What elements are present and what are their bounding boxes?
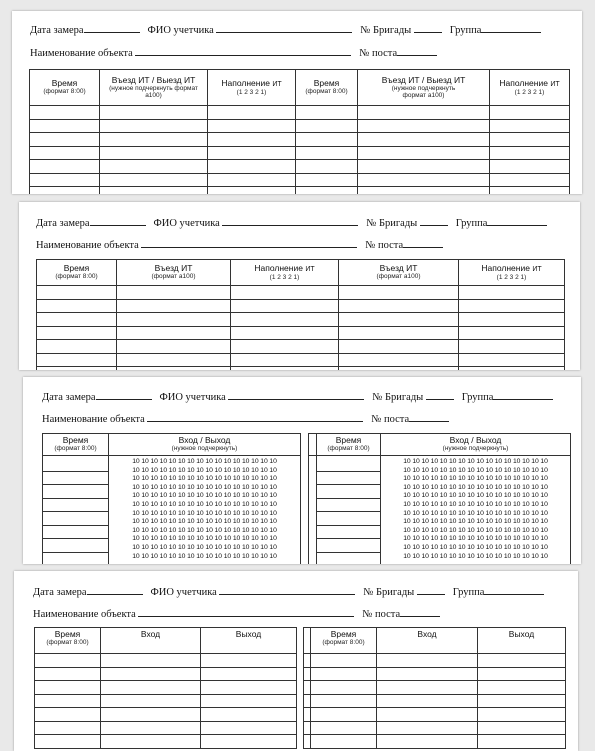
table-row xyxy=(37,313,565,327)
brigade-field[interactable] xyxy=(420,216,448,226)
table-cell[interactable] xyxy=(208,146,296,160)
table-cell[interactable] xyxy=(296,146,358,160)
table-cell[interactable] xyxy=(101,735,201,749)
date-field[interactable] xyxy=(96,390,152,400)
group-label: Группа xyxy=(455,218,488,229)
table-cell[interactable] xyxy=(30,119,100,133)
time-slot[interactable] xyxy=(43,526,108,540)
table-cell[interactable] xyxy=(201,667,297,681)
post-field[interactable] xyxy=(403,238,443,248)
table-cell[interactable] xyxy=(490,106,570,120)
table-cell[interactable] xyxy=(311,667,377,681)
digit-row: 10 10 10 10 10 10 10 10 10 10 10 10 10 10 10 10 xyxy=(403,500,548,508)
table-cell[interactable] xyxy=(377,654,478,668)
time-cells[interactable] xyxy=(43,456,109,565)
table-cell[interactable] xyxy=(377,667,478,681)
table-cell[interactable] xyxy=(339,286,459,300)
table-cell[interactable] xyxy=(459,326,565,340)
post-label: № поста xyxy=(359,48,398,59)
digit-row: 10 10 10 10 10 10 10 10 10 10 10 10 10 10 10 10 xyxy=(403,483,548,491)
digit-row: 10 10 10 10 10 10 10 10 10 10 10 10 10 10 10 10 xyxy=(132,509,277,517)
time-slot[interactable] xyxy=(43,539,108,553)
header-row-1 xyxy=(33,585,544,598)
digit-row: 10 10 10 10 10 10 10 10 10 10 10 10 10 10 10 10 xyxy=(403,475,548,483)
table-cell[interactable] xyxy=(117,367,231,371)
table-cell[interactable] xyxy=(459,367,565,371)
table-cell[interactable] xyxy=(30,187,100,195)
time-slot[interactable] xyxy=(43,512,108,526)
table-cell[interactable] xyxy=(201,735,297,749)
brigade-field[interactable] xyxy=(417,585,445,595)
col-in-header-2: Вход xyxy=(377,628,478,654)
time-cells-2[interactable] xyxy=(317,456,381,565)
table-cell[interactable] xyxy=(490,119,570,133)
digit-row: 10 10 10 10 10 10 10 10 10 10 10 10 10 10 10 10 xyxy=(403,526,548,534)
form-sheet-1 xyxy=(12,11,582,194)
group-field[interactable] xyxy=(481,23,541,33)
digit-row: 10 10 10 10 10 10 10 10 10 10 10 10 10 10 10 10 xyxy=(132,526,277,534)
table-cell[interactable] xyxy=(459,286,565,300)
table-cell[interactable] xyxy=(377,721,478,735)
date-label: Дата замера xyxy=(33,587,87,598)
table-cell[interactable] xyxy=(35,735,101,749)
table-cell[interactable] xyxy=(201,721,297,735)
time-slot[interactable] xyxy=(43,485,108,499)
table-cell[interactable] xyxy=(339,340,459,354)
table-cell[interactable] xyxy=(117,313,231,327)
time-slot[interactable] xyxy=(317,553,380,565)
table-cell[interactable] xyxy=(35,681,101,695)
name-label: ФИО учетчика xyxy=(147,25,214,36)
table-cell[interactable] xyxy=(311,681,377,695)
column-gap-cell xyxy=(304,667,311,681)
brigade-label: № Бригады xyxy=(372,392,424,403)
digit-row: 10 10 10 10 10 10 10 10 10 10 10 10 10 10 10 10 xyxy=(403,466,548,474)
table-row xyxy=(30,106,570,120)
col-time-header-2: Время (формат 8:00) xyxy=(296,70,358,106)
table-cell[interactable] xyxy=(231,313,339,327)
table-cell[interactable] xyxy=(358,133,490,147)
table-cell[interactable] xyxy=(478,721,566,735)
table-cell[interactable] xyxy=(296,160,358,174)
table-cell[interactable] xyxy=(100,146,208,160)
header-row-1 xyxy=(36,216,547,229)
table-row xyxy=(35,735,566,749)
table-cell[interactable] xyxy=(35,721,101,735)
object-field[interactable] xyxy=(147,412,363,422)
post-label: № поста xyxy=(362,609,401,620)
date-field[interactable] xyxy=(90,216,146,226)
column-gap xyxy=(297,735,304,749)
table-cell[interactable] xyxy=(490,173,570,187)
table-cell[interactable] xyxy=(339,299,459,313)
col-entry-exit-header: Въезд ИТ / Выезд ИТ (нужное подчеркнуть формат а100) xyxy=(100,70,208,106)
column-gap-cell xyxy=(304,681,311,695)
table-cell[interactable] xyxy=(490,187,570,195)
table-cell[interactable] xyxy=(201,681,297,695)
object-field[interactable] xyxy=(141,238,357,248)
col-time-header-2: Время (формат 8:00) xyxy=(311,628,377,654)
table-cell[interactable] xyxy=(478,681,566,695)
header-row-2 xyxy=(30,46,437,59)
table-cell[interactable] xyxy=(311,735,377,749)
column-gap xyxy=(297,667,304,681)
table-row xyxy=(35,681,566,695)
table-cell[interactable] xyxy=(459,353,565,367)
table-row xyxy=(35,667,566,681)
log-table-3 xyxy=(42,433,571,564)
col-entry-header: Въезд ИТ (формат а100) xyxy=(117,260,231,286)
table-cell[interactable] xyxy=(100,133,208,147)
col-fill-header: Наполнение ИТ (1 2 3 2 1) xyxy=(231,260,339,286)
table-cell[interactable] xyxy=(478,667,566,681)
name-field[interactable] xyxy=(228,390,364,400)
table-cell[interactable] xyxy=(296,119,358,133)
column-gap-cell xyxy=(304,628,311,654)
table-cell[interactable] xyxy=(296,187,358,195)
table-cell[interactable] xyxy=(201,708,297,722)
table-row xyxy=(37,353,565,367)
table-cell[interactable] xyxy=(37,313,117,327)
time-slot[interactable] xyxy=(317,512,380,526)
table-cell[interactable] xyxy=(30,160,100,174)
col-out-header-2: Выход xyxy=(478,628,566,654)
brigade-field[interactable] xyxy=(414,23,442,33)
digit-row: 10 10 10 10 10 10 10 10 10 10 10 10 10 10 10 10 xyxy=(403,543,548,551)
col-time-header-2: Время (формат 8:00) xyxy=(317,434,381,456)
log-table-1 xyxy=(29,69,570,194)
table-cell[interactable] xyxy=(100,160,208,174)
table-cell[interactable] xyxy=(117,340,231,354)
table-row xyxy=(30,119,570,133)
header-row-2 xyxy=(36,238,443,251)
table-cell[interactable] xyxy=(30,106,100,120)
column-gap-cell xyxy=(304,721,311,735)
col-in-header: Вход xyxy=(101,628,201,654)
date-label: Дата замера xyxy=(30,25,84,36)
digit-row: 10 10 10 10 10 10 10 10 10 10 10 10 10 10 10 10 xyxy=(403,509,548,517)
group-field[interactable] xyxy=(484,585,544,595)
table-cell[interactable] xyxy=(201,654,297,668)
table-cell[interactable] xyxy=(311,721,377,735)
column-gap xyxy=(297,694,304,708)
form-sheet-4 xyxy=(14,571,578,751)
group-label: Группа xyxy=(452,587,485,598)
post-label: № поста xyxy=(365,240,404,251)
table-cell[interactable] xyxy=(478,694,566,708)
header-row-2 xyxy=(42,412,449,425)
date-label: Дата замера xyxy=(42,392,96,403)
table-cell[interactable] xyxy=(37,340,117,354)
table-cell[interactable] xyxy=(311,708,377,722)
col-fill-header-2: Наполнение ИТ (1 2 3 2 1) xyxy=(459,260,565,286)
table-cell[interactable] xyxy=(231,353,339,367)
log-table-2 xyxy=(36,259,565,370)
table-cell[interactable] xyxy=(208,119,296,133)
object-label: Наименование объекта xyxy=(36,240,139,251)
col-fill-header: Наполнение ИТ (1 2 3 2 1) xyxy=(208,70,296,106)
table-cell[interactable] xyxy=(478,708,566,722)
table-cell[interactable] xyxy=(117,326,231,340)
column-gap xyxy=(301,434,309,456)
table-row xyxy=(35,721,566,735)
table-cell[interactable] xyxy=(231,299,339,313)
table-row xyxy=(30,173,570,187)
table-cell[interactable] xyxy=(358,119,490,133)
time-slot[interactable] xyxy=(43,458,108,472)
col-entry-exit-header-2: Въезд ИТ / Выезд ИТ (нужное подчеркнуть формат а100) xyxy=(358,70,490,106)
table-row xyxy=(35,654,566,668)
column-gap xyxy=(297,628,304,654)
table-cell[interactable] xyxy=(311,694,377,708)
name-field[interactable] xyxy=(219,585,355,595)
header-row-1 xyxy=(42,390,553,403)
table-row xyxy=(37,340,565,354)
digit-row: 10 10 10 10 10 10 10 10 10 10 10 10 10 10 10 10 xyxy=(132,492,277,500)
time-slot[interactable] xyxy=(317,472,380,486)
digit-row: 10 10 10 10 10 10 10 10 10 10 10 10 10 10 10 10 xyxy=(132,535,277,543)
table-row xyxy=(30,187,570,195)
table-cell[interactable] xyxy=(296,173,358,187)
inout-digits-cell[interactable] xyxy=(109,456,301,565)
table-cell[interactable] xyxy=(208,106,296,120)
table-cell[interactable] xyxy=(459,313,565,327)
table-cell[interactable] xyxy=(100,187,208,195)
time-slot[interactable] xyxy=(317,526,380,540)
col-time-header: Время (формат 8:00) xyxy=(37,260,117,286)
brigade-label: № Бригады xyxy=(360,25,412,36)
table-cell[interactable] xyxy=(208,160,296,174)
table-cell[interactable] xyxy=(377,735,478,749)
table-cell[interactable] xyxy=(117,286,231,300)
table-cell[interactable] xyxy=(339,353,459,367)
table-row xyxy=(30,146,570,160)
brigade-field[interactable] xyxy=(426,390,454,400)
table-cell[interactable] xyxy=(478,735,566,749)
col-entry-header-2: Въезд ИТ (формат а100) xyxy=(339,260,459,286)
table-cell[interactable] xyxy=(101,694,201,708)
table-cell[interactable] xyxy=(358,160,490,174)
inout-digits-cell-2[interactable] xyxy=(381,456,571,565)
table-cell[interactable] xyxy=(296,133,358,147)
table-cell[interactable] xyxy=(478,654,566,668)
table-cell[interactable] xyxy=(339,367,459,371)
column-gap xyxy=(297,681,304,695)
table-cell[interactable] xyxy=(35,654,101,668)
table-cell[interactable] xyxy=(101,667,201,681)
digit-row: 10 10 10 10 10 10 10 10 10 10 10 10 10 10 10 10 xyxy=(403,518,548,526)
table-row xyxy=(37,326,565,340)
table-cell[interactable] xyxy=(231,340,339,354)
table-cell[interactable] xyxy=(37,367,117,371)
date-field[interactable] xyxy=(87,585,143,595)
name-label: ФИО учетчика xyxy=(159,392,226,403)
column-gap-cell xyxy=(304,708,311,722)
time-slot[interactable] xyxy=(317,499,380,513)
table-cell[interactable] xyxy=(101,681,201,695)
digit-row: 10 10 10 10 10 10 10 10 10 10 10 10 10 10 10 10 xyxy=(132,543,277,551)
table-cell[interactable] xyxy=(358,173,490,187)
table-cell[interactable] xyxy=(231,286,339,300)
object-field[interactable] xyxy=(135,46,351,56)
table-cell[interactable] xyxy=(358,187,490,195)
table-cell[interactable] xyxy=(101,721,201,735)
digit-row: 10 10 10 10 10 10 10 10 10 10 10 10 10 10 10 10 xyxy=(132,518,277,526)
col-time-header: Время (формат 8:00) xyxy=(35,628,101,654)
digit-row: 10 10 10 10 10 10 10 10 10 10 10 10 10 10 10 10 xyxy=(132,466,277,474)
time-slot[interactable] xyxy=(43,553,108,565)
object-field[interactable] xyxy=(138,607,354,617)
brigade-label: № Бригады xyxy=(363,587,415,598)
table-row xyxy=(37,286,565,300)
header-row-2 xyxy=(33,607,440,620)
table-cell[interactable] xyxy=(100,119,208,133)
table-row xyxy=(30,133,570,147)
table-cell[interactable] xyxy=(296,106,358,120)
table-cell[interactable] xyxy=(30,146,100,160)
name-label: ФИО учетчика xyxy=(150,587,217,598)
table-cell[interactable] xyxy=(101,654,201,668)
table-cell[interactable] xyxy=(490,133,570,147)
column-gap xyxy=(297,654,304,668)
table-row xyxy=(35,694,566,708)
form-sheet-3 xyxy=(23,377,581,564)
post-field[interactable] xyxy=(400,607,440,617)
table-cell[interactable] xyxy=(377,681,478,695)
table-cell[interactable] xyxy=(339,313,459,327)
log-table-4 xyxy=(34,627,566,749)
column-gap-cell xyxy=(309,456,317,565)
form-sheet-2 xyxy=(19,202,580,370)
column-gap-cell xyxy=(304,735,311,749)
table-cell[interactable] xyxy=(459,340,565,354)
col-inout-header-2: Вход / Выход (нужное подчеркнуть) xyxy=(381,434,571,456)
col-time-header: Время (формат 8:00) xyxy=(43,434,109,456)
column-gap-cell xyxy=(309,434,317,456)
table-cell[interactable] xyxy=(35,667,101,681)
digit-row: 10 10 10 10 10 10 10 10 10 10 10 10 10 10 10 10 xyxy=(403,458,548,465)
table-cell[interactable] xyxy=(37,299,117,313)
column-gap-cell xyxy=(304,694,311,708)
date-label: Дата замера xyxy=(36,218,90,229)
post-field[interactable] xyxy=(409,412,449,422)
table-cell[interactable] xyxy=(208,133,296,147)
table-cell[interactable] xyxy=(100,173,208,187)
table-row xyxy=(37,367,565,371)
table-cell[interactable] xyxy=(311,654,377,668)
date-field[interactable] xyxy=(84,23,140,33)
object-label: Наименование объекта xyxy=(30,48,133,59)
table-cell[interactable] xyxy=(377,694,478,708)
time-slot[interactable] xyxy=(317,458,380,472)
time-slot[interactable] xyxy=(317,485,380,499)
table-cell[interactable] xyxy=(35,694,101,708)
group-field[interactable] xyxy=(493,390,553,400)
col-inout-header: Вход / Выход (нужное подчеркнуть) xyxy=(109,434,301,456)
table-cell[interactable] xyxy=(37,326,117,340)
digit-row: 10 10 10 10 10 10 10 10 10 10 10 10 10 10 10 10 xyxy=(132,500,277,508)
header-row-1 xyxy=(30,23,541,36)
column-gap-cell xyxy=(304,654,311,668)
table-cell[interactable] xyxy=(358,106,490,120)
group-label: Группа xyxy=(449,25,482,36)
table-row xyxy=(37,299,565,313)
col-time-header: Время (формат 8:00) xyxy=(30,70,100,106)
table-cell[interactable] xyxy=(101,708,201,722)
col-out-header: Выход xyxy=(201,628,297,654)
table-cell[interactable] xyxy=(231,326,339,340)
digit-row: 10 10 10 10 10 10 10 10 10 10 10 10 10 10 10 10 xyxy=(132,475,277,483)
name-label: ФИО учетчика xyxy=(153,218,220,229)
group-field[interactable] xyxy=(487,216,547,226)
table-cell[interactable] xyxy=(459,299,565,313)
table-cell[interactable] xyxy=(201,694,297,708)
table-cell[interactable] xyxy=(100,106,208,120)
table-cell[interactable] xyxy=(30,173,100,187)
table-cell[interactable] xyxy=(377,708,478,722)
table-cell[interactable] xyxy=(117,353,231,367)
table-cell[interactable] xyxy=(35,708,101,722)
group-label: Группа xyxy=(461,392,494,403)
col-fill-header-2: Наполнение ИТ (1 2 3 2 1) xyxy=(490,70,570,106)
time-slot[interactable] xyxy=(43,499,108,513)
table-cell[interactable] xyxy=(490,146,570,160)
table-cell[interactable] xyxy=(490,160,570,174)
digit-row: 10 10 10 10 10 10 10 10 10 10 10 10 10 10 10 10 xyxy=(403,535,548,543)
digit-row: 10 10 10 10 10 10 10 10 10 10 10 10 10 10 10 10 xyxy=(132,483,277,491)
column-gap xyxy=(297,721,304,735)
digit-row: 10 10 10 10 10 10 10 10 10 10 10 10 10 10 10 10 xyxy=(132,552,277,560)
table-cell[interactable] xyxy=(339,326,459,340)
table-cell[interactable] xyxy=(117,299,231,313)
table-row xyxy=(30,160,570,174)
table-cell[interactable] xyxy=(30,133,100,147)
table-row xyxy=(35,708,566,722)
digit-row: 10 10 10 10 10 10 10 10 10 10 10 10 10 10 10 10 xyxy=(132,458,277,465)
column-gap xyxy=(301,456,309,565)
post-label: № поста xyxy=(371,414,410,425)
column-gap xyxy=(297,708,304,722)
object-label: Наименование объекта xyxy=(33,609,136,620)
table-cell[interactable] xyxy=(208,173,296,187)
table-cell[interactable] xyxy=(231,367,339,371)
brigade-label: № Бригады xyxy=(366,218,418,229)
table-cell[interactable] xyxy=(37,353,117,367)
time-slot[interactable] xyxy=(43,472,108,486)
name-field[interactable] xyxy=(216,23,352,33)
digit-row: 10 10 10 10 10 10 10 10 10 10 10 10 10 10 10 10 xyxy=(403,552,548,560)
digit-row: 10 10 10 10 10 10 10 10 10 10 10 10 10 10 10 10 xyxy=(403,492,548,500)
time-slot[interactable] xyxy=(317,539,380,553)
table-cell[interactable] xyxy=(208,187,296,195)
name-field[interactable] xyxy=(222,216,358,226)
table-cell[interactable] xyxy=(358,146,490,160)
table-cell[interactable] xyxy=(37,286,117,300)
post-field[interactable] xyxy=(397,46,437,56)
object-label: Наименование объекта xyxy=(42,414,145,425)
